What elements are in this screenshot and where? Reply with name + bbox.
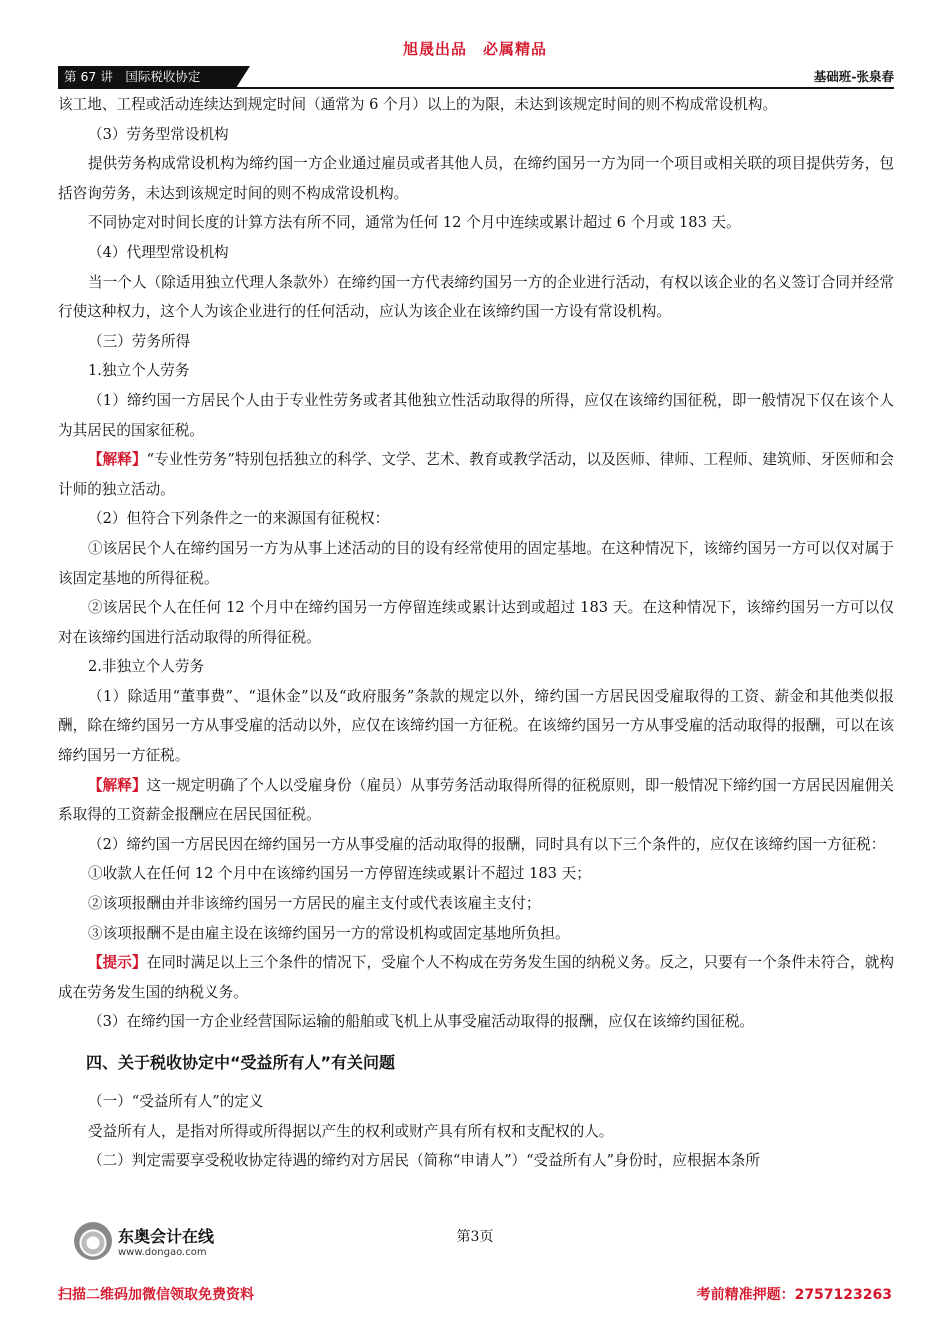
lecture-title: 第 67 讲 国际税收协定 xyxy=(58,66,236,88)
paragraph: （1）除适用“董事费”、“退休金”以及“政府服务”条款的规定以外，缔约国一方居民因受雇取得的工资、薪金和其他类似报酬，除在缔约国另一方从事受雇的活动以外，应仅在该缔约国一方征税。在该缔约国另一方从事受雇的活动取得的报酬，可以在该缔约国另一方征税。 xyxy=(58,687,894,765)
explanation-text: 这一规定明确了个人以受雇身份（雇员）从事劳务活动取得所得的征税原则，即一般情况下缔约国一方居民因雇佣关系取得的工资薪金报酬应在居民国征税。 xyxy=(58,776,894,824)
wechat-note: 扫描二维码加微信领取免费资料 xyxy=(58,1287,254,1303)
paragraph: ②该项报酬由并非该缔约国另一方居民的雇主支付或代表该雇主支付； xyxy=(88,895,541,913)
document-body xyxy=(58,90,894,1176)
paragraph: （三）劳务所得 xyxy=(88,332,191,350)
paragraph: （2）但符合下列条件之一的来源国有征税权： xyxy=(88,510,390,528)
logo-name: 东奥会计在线 xyxy=(118,1227,215,1246)
paragraph: （4）代理型常设机构 xyxy=(88,243,229,261)
paragraph: ①收款人在任何 12 个月中在该缔约国另一方停留连续或累计不超过 183 天； xyxy=(88,865,591,883)
explanation-text: “专业性劳务”特别包括独立的科学、文学、艺术、教育或教学活动，以及医师、律师、工程师、建筑师、牙医师和会计师的独立活动。 xyxy=(58,451,894,498)
page-number: 第3页 xyxy=(456,1229,494,1245)
tip-tag: 【提示】 xyxy=(88,954,147,972)
paragraph: （3）在缔约国一方企业经营国际运输的船舶或飞机上从事受雇活动取得的报酬，应仅在该缔约国征税。 xyxy=(88,1013,755,1031)
header-rule xyxy=(58,87,894,89)
tip-text: 在同时满足以上三个条件的情况下，受雇个人不构成在劳务发生国的纳税义务。反之，只要有一个条件未符合，就构成在劳务发生国的纳税义务。 xyxy=(58,954,894,1001)
paragraph: 1.独立个人劳务 xyxy=(88,362,190,380)
paragraph: 受益所有人，是指对所得或所得据以产生的权利或财产具有所有权和支配权的人。 xyxy=(88,1122,614,1140)
course-teacher: 基础班-张泉春 xyxy=(813,69,894,84)
explanation-paragraph xyxy=(58,445,894,504)
paragraph: 当一个人（除适用独立代理人条款外）在缔约国一方代表缔约国另一方的企业进行活动，有权以该企业的名义签订合同并经常行使这种权力，这个人为该企业进行的任何活动，应认为该企业在该缔约国一方设有常设机构。 xyxy=(58,273,894,321)
paragraph: （二）判定需要享受税收协定待遇的缔约对方居民（简称“申请人”）“受益所有人”身份时，应根据本条所 xyxy=(88,1152,760,1170)
paragraph: ③该项报酬不是由雇主设在该缔约国另一方的常设机构或固定基地所负担。 xyxy=(88,924,570,942)
exam-tips-note: 考前精准押题：2757123263 xyxy=(696,1287,892,1303)
paragraph: 提供劳务构成常设机构为缔约国一方企业通过雇员或者其他人员，在缔约国另一方为同一个项目或相关联的项目提供劳务，包括咨询劳务，未达到该规定时间的则不构成常设机构。 xyxy=(58,155,894,202)
paragraph: ①该居民个人在缔约国另一方为从事上述活动的目的设有经常使用的固定基地。在这种情况下，该缔约国另一方可以仅对属于该固定基地的所得征税。 xyxy=(58,539,894,587)
explanation-tag: 【解释】 xyxy=(88,451,147,469)
explanation-tag: 【解释】 xyxy=(88,776,147,794)
paragraph: 2.非独立个人劳务 xyxy=(88,658,205,676)
tip-paragraph xyxy=(58,948,894,1007)
paragraph: ②该居民个人在任何 12 个月中在缔约国另一方停留连续或累计达到或超过 183 天。在这种情况下，该缔约国另一方可以仅对在该缔约国进行活动取得的所得征税。 xyxy=(58,599,894,646)
logo-url: www.dongao.com xyxy=(118,1247,207,1258)
paragraph: （2）缔约国一方居民因在缔约国另一方从事受雇的活动取得的报酬，同时具有以下三个条件的，应仅在该缔约国一方征税： xyxy=(88,835,886,853)
header-tab-slant xyxy=(236,66,250,88)
paragraph: （1）缔约国一方居民个人由于专业性劳务或者其他独立性活动取得的所得，应仅在该缔约国征税，即一般情况下仅在该个人为其居民的国家征税。 xyxy=(58,391,894,439)
section-heading: 四、关于税收协定中“受益所有人”有关问题 xyxy=(86,1053,396,1072)
paragraph: （3）劳务型常设机构 xyxy=(88,125,229,143)
page-header xyxy=(58,66,894,88)
paragraph: 该工地、工程或活动连续达到规定时间（通常为 6 个月）以上的为限，未达到该规定时间的则不构成常设机构。 xyxy=(58,96,778,113)
explanation-paragraph xyxy=(58,771,894,830)
paragraph: （一）“受益所有人”的定义 xyxy=(88,1093,264,1110)
paragraph: 不同协定对时间长度的计算方法有所不同，通常为任何 12 个月中连续或累计超过 6 个月或 183 天。 xyxy=(88,214,741,232)
top-banner: 旭晟出品 必属精品 xyxy=(402,40,547,58)
